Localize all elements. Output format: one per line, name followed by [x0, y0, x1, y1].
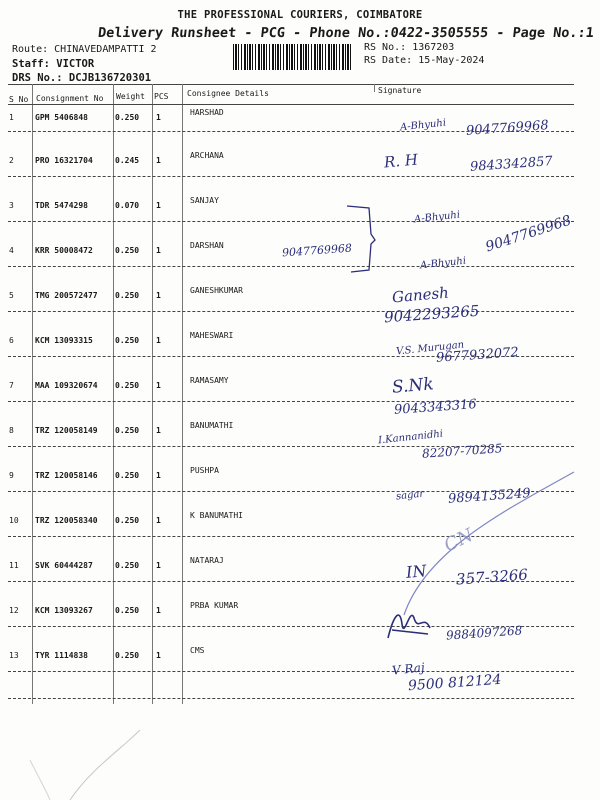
- cell-pcs: 1: [156, 561, 161, 570]
- cell-weight: 0.250: [115, 516, 140, 525]
- cell-sno: 10: [9, 516, 19, 525]
- cell-pcs: 1: [156, 651, 161, 660]
- cell-pcs: 1: [156, 471, 161, 480]
- signature-row-11: IN: [405, 561, 428, 582]
- rs-date-value: 15-May-2024: [418, 55, 485, 66]
- cell-sno: 3: [9, 201, 14, 210]
- staff-value: VICTOR: [56, 58, 95, 70]
- cell-sno: 11: [9, 561, 19, 570]
- drs-line: [12, 72, 151, 84]
- cell-sno: 9: [9, 471, 14, 480]
- col-header-consignment: Consignment No: [36, 94, 104, 103]
- company-name: THE PROFESSIONAL COURIERS, COIMBATORE: [177, 9, 423, 21]
- cell-sno: 5: [9, 291, 14, 300]
- bracket-mark: [345, 204, 385, 274]
- col-header-weight: Weight: [116, 92, 145, 101]
- cell-weight: 0.070: [115, 201, 140, 210]
- cell-weight: 0.250: [115, 426, 140, 435]
- cell-consignee: BANUMATHI: [190, 421, 234, 430]
- cell-pcs: 1: [156, 246, 161, 255]
- col-header-pcs: PCS: [154, 92, 169, 101]
- col-divider: [374, 84, 375, 92]
- handwritten-phone-row-5: 9042293265: [383, 301, 480, 327]
- cell-pcs: 1: [156, 336, 161, 345]
- cell-consignment-no: TRZ 120058146: [35, 471, 98, 480]
- cell-consignee: DARSHAN: [190, 241, 224, 250]
- faint-mark-row-10: CN: [440, 524, 477, 557]
- cell-consignee: RAMASAMY: [190, 376, 229, 385]
- signature-row-13: V Raj: [391, 660, 426, 678]
- staff-line: [12, 58, 94, 70]
- cell-weight: 0.250: [115, 113, 140, 122]
- col-divider: [32, 84, 33, 704]
- cell-sno: 4: [9, 246, 14, 255]
- rs-date-line: [364, 55, 484, 66]
- handwritten-phone-row-6: 9677932072: [435, 345, 520, 366]
- rs-date-label: RS Date:: [364, 55, 413, 66]
- barcode: [233, 44, 353, 70]
- runsheet-title: Delivery Runsheet - PCG - Phone No.:0422-3505555 - Page No.:1: [97, 25, 595, 41]
- cell-weight: 0.250: [115, 291, 140, 300]
- cell-consignment-no: PRO 16321704: [35, 156, 93, 165]
- row-separator: [8, 311, 574, 312]
- cell-consignee: SANJAY: [190, 196, 219, 205]
- handwritten-phone-row-7: 9043343316: [393, 397, 478, 418]
- cell-consignment-no: SVK 60444287: [35, 561, 93, 570]
- row-separator: [8, 401, 574, 402]
- cell-pcs: 1: [156, 201, 161, 210]
- cell-consignment-no: TMG 200572477: [35, 291, 98, 300]
- table-top-border: [8, 84, 574, 85]
- row-separator: [8, 221, 574, 222]
- staff-label: Staff:: [12, 58, 50, 70]
- cell-consignment-no: MAA 109320674: [35, 381, 98, 390]
- col-divider: [113, 84, 114, 704]
- cell-weight: 0.250: [115, 381, 140, 390]
- signature-row-3: A-Bhyuhi: [413, 209, 461, 226]
- rs-no-value: 1367203: [412, 42, 455, 53]
- drs-value: DCJB136720301: [68, 72, 152, 84]
- col-divider: [152, 84, 153, 704]
- route-label: Route:: [12, 44, 49, 55]
- cell-consignment-no: KCM 13093315: [35, 336, 93, 345]
- handwritten-phone-row-1: 9047769968: [465, 118, 550, 139]
- handwritten-phone-row-9: 9894135249: [447, 486, 532, 507]
- cell-consignment-no: KCM 13093267: [35, 606, 93, 615]
- signature-row-6: V.S. Murugan: [395, 339, 465, 358]
- rs-no-label: RS No.:: [364, 42, 407, 53]
- cell-weight: 0.250: [115, 651, 140, 660]
- cell-pcs: 1: [156, 606, 161, 615]
- handwritten-note-row-4: 9047769968: [281, 241, 353, 260]
- row-separator: [8, 266, 574, 267]
- signature-row-4: A-Bhyuhi: [419, 255, 467, 272]
- signature-row-2: R. H: [383, 150, 419, 172]
- row-separator: [8, 698, 574, 699]
- cell-consignee: ARCHANA: [190, 151, 224, 160]
- signature-row-8: I.Kannanidhi: [377, 428, 444, 447]
- cell-pcs: 1: [156, 381, 161, 390]
- cell-sno: 8: [9, 426, 14, 435]
- cell-weight: 0.250: [115, 471, 140, 480]
- header-row-border: [8, 104, 574, 105]
- signature-row-7: S.Nk: [391, 374, 435, 398]
- col-header-signature: Signature: [378, 86, 422, 95]
- cell-weight: 0.250: [115, 561, 140, 570]
- cell-consignment-no: TDR 5474298: [35, 201, 88, 210]
- cell-consignment-no: GPM 5406848: [35, 113, 88, 122]
- route-value: CHINAVEDAMPATTI 2: [54, 44, 157, 55]
- col-header-consignee: Consignee Details: [187, 89, 269, 98]
- cell-pcs: 1: [156, 291, 161, 300]
- col-divider: [182, 84, 183, 704]
- cell-consignment-no: TRZ 120058149: [35, 426, 98, 435]
- cell-consignee: MAHESWARI: [190, 331, 234, 340]
- cell-sno: 1: [9, 113, 14, 122]
- cell-consignment-no: TYR 1114838: [35, 651, 88, 660]
- cell-sno: 7: [9, 381, 14, 390]
- row-separator: [8, 176, 574, 177]
- cell-consignee: GANESHKUMAR: [190, 286, 243, 295]
- cell-pcs: 1: [156, 156, 161, 165]
- cell-sno: 12: [9, 606, 19, 615]
- cell-consignee: PUSHPA: [190, 466, 219, 475]
- handwritten-phone-row-13: 9500 812124: [407, 671, 502, 695]
- route-line: [12, 44, 157, 55]
- cell-weight: 0.250: [115, 606, 140, 615]
- cell-weight: 0.250: [115, 246, 140, 255]
- cell-consignee: PRBA KUMAR: [190, 601, 239, 610]
- handwritten-phone-row-2: 9843342857: [469, 154, 554, 175]
- cell-sno: 13: [9, 651, 19, 660]
- rs-no-line: [364, 42, 454, 53]
- signature-row-12: [384, 604, 434, 644]
- cell-consignee: NATARAJ: [190, 556, 224, 565]
- page-fold-shadow: [0, 700, 200, 800]
- cell-pcs: 1: [156, 426, 161, 435]
- cell-pcs: 1: [156, 516, 161, 525]
- handwritten-phone-row-11: 357-3266: [455, 565, 529, 589]
- curve-mark: [396, 470, 576, 620]
- col-header-sno: S No: [9, 95, 29, 104]
- cell-pcs: 1: [156, 113, 161, 122]
- cell-consignee: K BANUMATHI: [190, 511, 243, 520]
- handwritten-phone-row-8: 82207-70285: [421, 441, 503, 461]
- cell-consignee: CMS: [190, 646, 205, 655]
- handwritten-phone-row-12: 9884097268: [445, 623, 523, 643]
- cell-weight: 0.245: [115, 156, 140, 165]
- signature-row-5: Ganesh: [391, 283, 450, 307]
- cell-consignment-no: KRR 50008472: [35, 246, 93, 255]
- signature-row-1: A-Bhyuhi: [399, 117, 447, 134]
- cell-weight: 0.250: [115, 336, 140, 345]
- drs-label: DRS No.:: [12, 72, 63, 84]
- cell-consignment-no: TRZ 120058340: [35, 516, 98, 525]
- cell-consignee: HARSHAD: [190, 108, 224, 117]
- signature-row-9: sagar: [395, 488, 425, 503]
- handwritten-phone-row-4: 9047769968: [483, 212, 574, 256]
- cell-sno: 6: [9, 336, 14, 345]
- cell-sno: 2: [9, 156, 14, 165]
